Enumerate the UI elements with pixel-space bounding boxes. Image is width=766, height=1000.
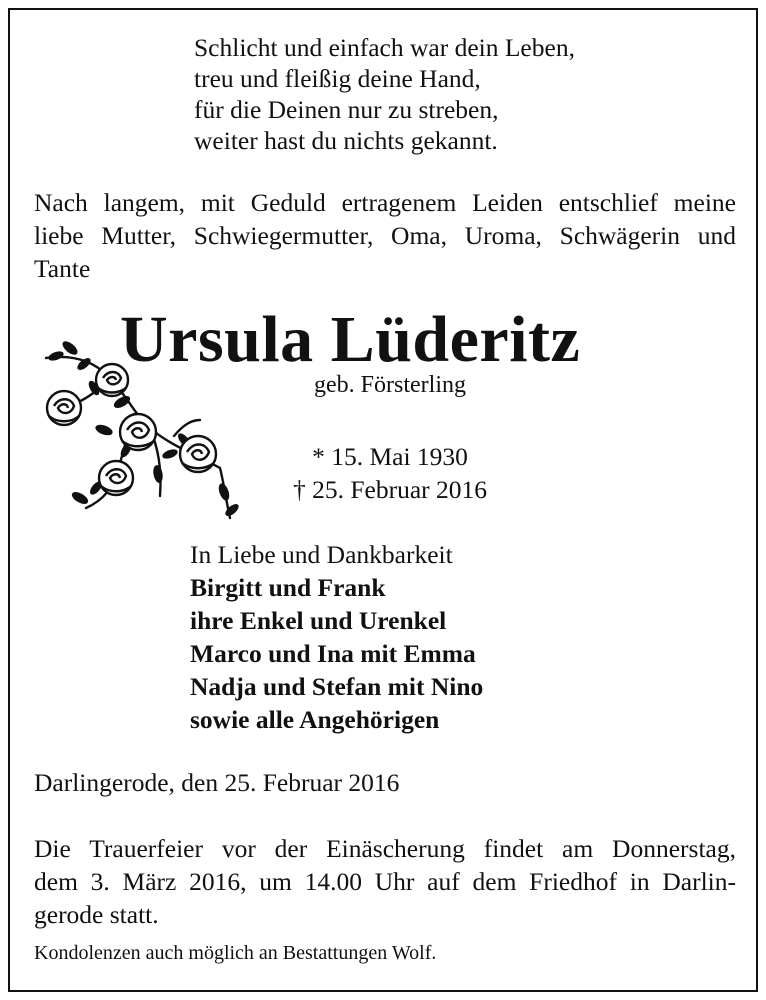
- poem-line: weiter hast du nichts gekannt.: [194, 126, 498, 155]
- mourners-intro: In Liebe und Dankbarkeit: [190, 540, 453, 569]
- mourner-name: Birgitt und Frank: [190, 573, 386, 602]
- poem-line: treu und fleißig deine Hand,: [194, 64, 481, 93]
- poem-line: Schlicht und einfach war dein Leben,: [194, 33, 575, 62]
- mourners: [190, 538, 650, 736]
- life-dates: [210, 440, 570, 506]
- birth-date: * 15. Mai 1930: [312, 442, 468, 471]
- service-line: Die Trauerfeier vor der Einäscherung findet am Donnerstag,: [34, 834, 736, 863]
- poem: [194, 32, 714, 156]
- maiden-name: geb. Försterling: [314, 372, 466, 398]
- poem-line: für die Deinen nur zu streben,: [194, 95, 499, 124]
- condolence-note: Kondolenzen auch möglich an Bestattungen Wolf.: [34, 942, 437, 964]
- service-line: gerode statt.: [34, 900, 159, 929]
- deceased-name: Ursula Lüderitz: [120, 303, 581, 376]
- death-date: † 25. Februar 2016: [292, 475, 488, 504]
- intro-line: liebe Mutter, Schwiegermutter, Oma, Uroma, Schwägerin und: [34, 221, 736, 250]
- place-date: Darlingerode, den 25. Februar 2016: [34, 768, 400, 797]
- mourner-name: ihre Enkel und Urenkel: [190, 606, 447, 635]
- intro-text: [34, 186, 736, 285]
- service-line: dem 3. März 2016, um 14.00 Uhr auf dem Friedhof in Darlin-: [34, 867, 736, 896]
- mourner-name: sowie alle Angehörigen: [190, 705, 440, 734]
- mourner-name: Nadja und Stefan mit Nino: [190, 672, 484, 701]
- intro-line: Nach langem, mit Geduld ertragenem Leiden entschlief meine: [34, 188, 736, 217]
- service-info: [34, 832, 736, 931]
- mourner-name: Marco und Ina mit Emma: [190, 639, 476, 668]
- obituary-notice: [8, 8, 758, 992]
- intro-line: Tante: [34, 254, 91, 283]
